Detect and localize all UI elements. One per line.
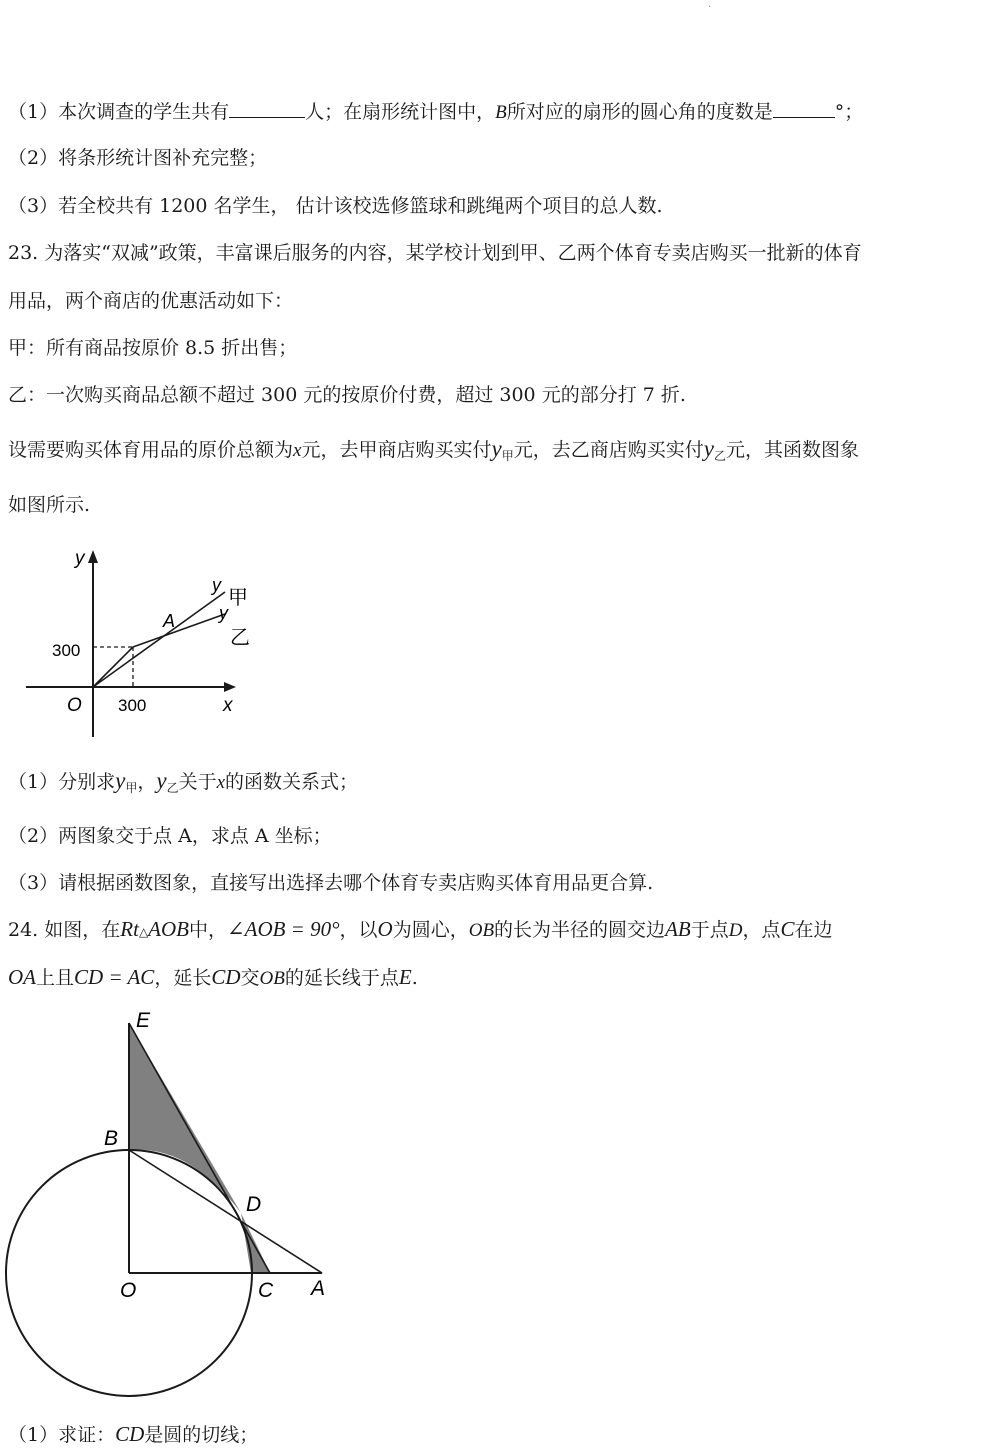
line-y-yi-segment2: [133, 614, 225, 647]
q24-geometry-figure: [0, 1005, 340, 1425]
label-c: C: [258, 1279, 274, 1302]
label-d: D: [246, 1193, 262, 1216]
q23-setup: 设需要购买体育用品的原价总额为x元，去甲商店购买实付$y_甲$元，去乙商店购买实付$y_乙$元，其函数图象: [8, 436, 859, 463]
q23-function-graph: [20, 540, 260, 745]
graph-tick-x-300: 300: [118, 696, 147, 715]
q22-part2: （2）将条形统计图补充完整；: [8, 147, 268, 169]
label-b: B: [104, 1127, 119, 1150]
graph-jia-label: 甲: [228, 587, 248, 609]
line-y-jia: [93, 592, 225, 687]
page-mark: .: [708, 0, 712, 10]
q23-setup-end: 如图所示.: [8, 494, 91, 516]
answer-blank-students[interactable]: [229, 99, 305, 118]
q23-stem-line2: 用品，两个商店的优惠活动如下：: [8, 290, 294, 312]
graph-yi-label: 乙: [230, 627, 250, 649]
q23-stem-line1: 23. 为落实“双减”政策，丰富课后服务的内容，某学校计划到甲、乙两个体育专卖店购买一批新的体育: [8, 242, 862, 264]
answer-blank-angle[interactable]: [773, 99, 835, 118]
y-axis-arrow-icon: [88, 550, 98, 563]
label-o: O: [120, 1279, 137, 1302]
label-e: E: [136, 1009, 151, 1032]
graph-origin-label: O: [67, 695, 82, 716]
q22-part3: （3）若全校共有 1200 名学生， 估计该校选修篮球和跳绳两个项目的总人数.: [8, 195, 663, 217]
q22-part1: （1）本次调查的学生共有 人；在扇形统计图中，B所对应的扇形的圆心角的度数是 °；: [8, 101, 864, 123]
q23-sub1: （1）分别求$y_甲$，$y_乙$关于x的函数关系式；: [8, 768, 359, 795]
graph-y-label: y: [75, 548, 85, 569]
q23-sub3: （3）请根据函数图象，直接写出选择去哪个体育专卖店购买体育用品更合算.: [8, 872, 654, 894]
q24-stem-line1: 24. 如图，在Rt△AOB中，∠AOB = 90°，以O为圆心，OB的长为半径的圆交边AB于点D，点C在边: [8, 917, 833, 941]
graph-y-jia-label: y: [212, 575, 221, 595]
graph-y-yi-label: y: [219, 603, 228, 623]
graph-x-label: x: [223, 695, 233, 716]
q24-stem-line2: OA上且CD = AC，延长CD交OB的延长线于点E.: [8, 965, 418, 989]
graph-point-a-label: A: [163, 611, 176, 631]
line-y-yi-segment1: [93, 647, 133, 687]
segment-ba: [129, 1150, 322, 1273]
graph-tick-y-300: 300: [52, 641, 81, 660]
q23-offer-jia: 甲：所有商品按原价 8.5 折出售；: [8, 337, 298, 359]
q23-sub2: （2）两图象交于点 A，求点 A 坐标；: [8, 825, 332, 847]
x-axis-arrow-icon: [224, 682, 236, 692]
label-a: A: [311, 1277, 326, 1300]
q24-sub1: （1）求证：CD是圆的切线；: [8, 1422, 259, 1446]
q23-offer-yi: 乙：一次购买商品总额不超过 300 元的按原价付费，超过 300 元的部分打 7 折.: [8, 384, 686, 406]
